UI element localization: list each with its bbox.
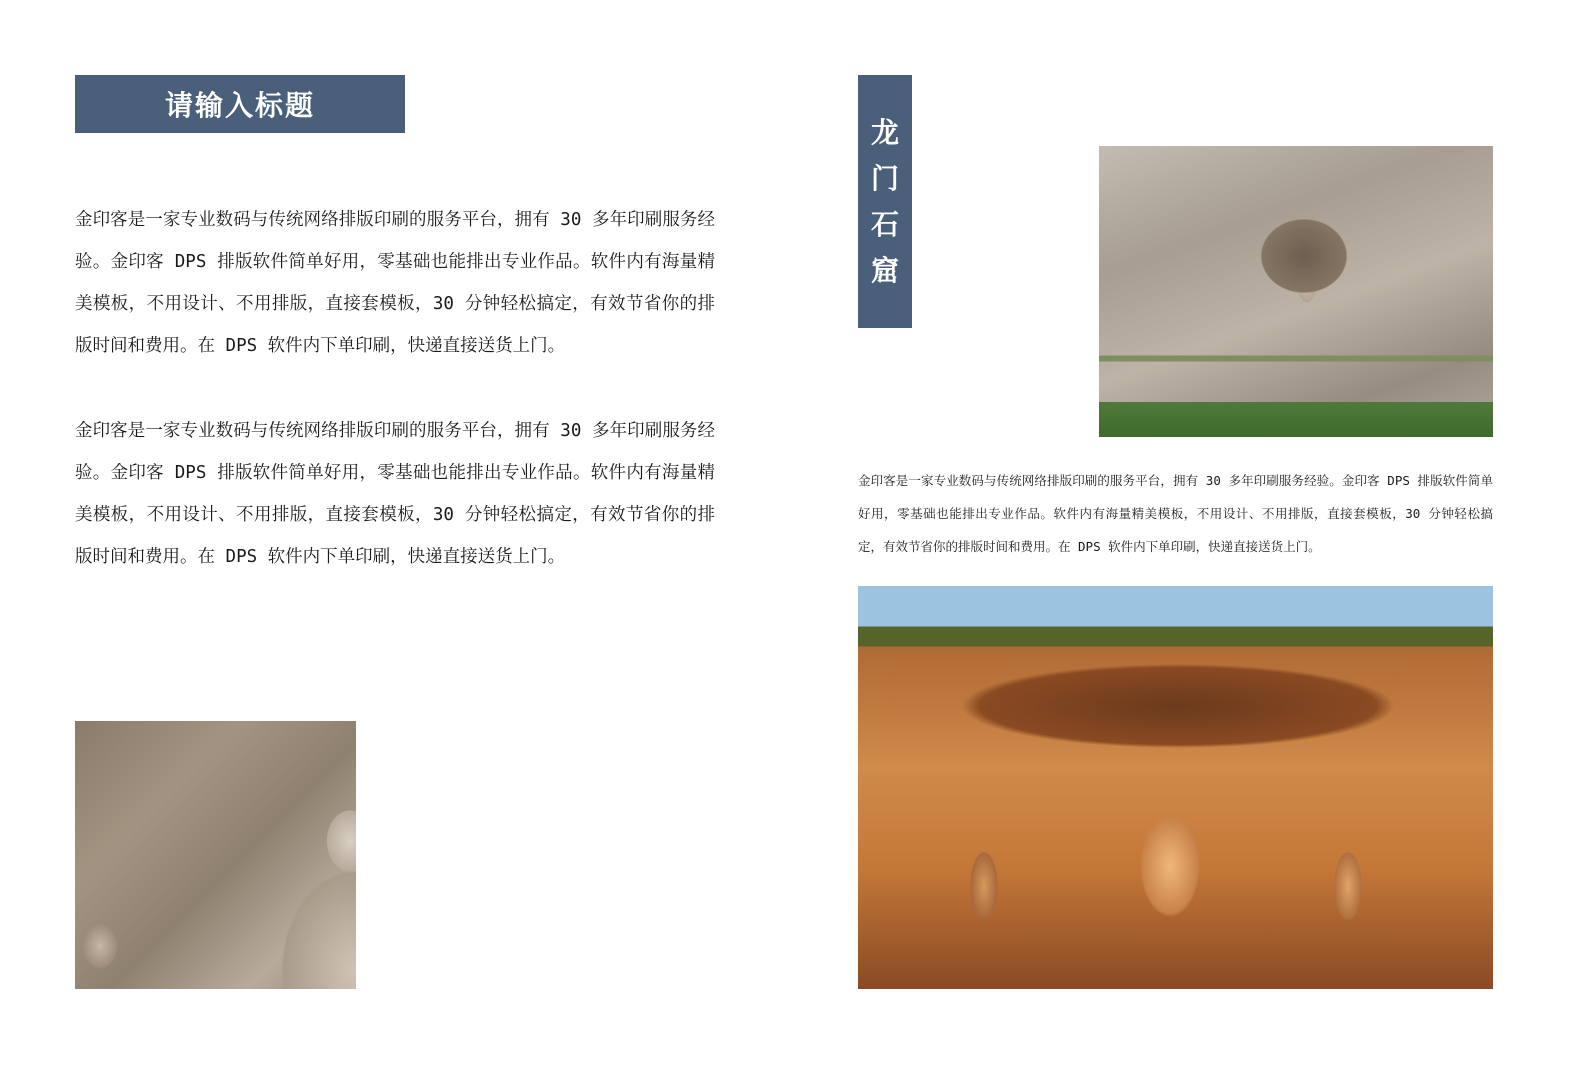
vertical-title-char: 门 — [870, 161, 899, 195]
page-title[interactable]: 请输入标题 — [75, 75, 405, 133]
vertical-title-char: 窟 — [870, 253, 899, 287]
body-paragraph-1[interactable]: 金印客是一家专业数码与传统网络排版印刷的服务平台，拥有 30 多年印刷服务经验。金印客 DPS 排版软件简单好用，零基础也能排出专业作品。软件内有海量精美模板，不用设计、不用排版，直接套模板，30 分钟轻松搞定，有效节省你的排版时间和费用。在 DPS 软件内下单印刷，快递直接送货上门。 — [75, 210, 715, 356]
grotto-cliff-photo[interactable] — [1099, 146, 1493, 437]
body-paragraph-2[interactable]: 金印客是一家专业数码与传统网络排版印刷的服务平台，拥有 30 多年印刷服务经验。金印客 DPS 排版软件简单好用，零基础也能排出专业作品。软件内有海量精美模板，不用设计、不用排版，直接套模板，30 分钟轻松搞定，有效节省你的排版时间和费用。在 DPS 软件内下单印刷，快递直接送货上门。 — [75, 421, 715, 567]
buddha-statue-photo[interactable] — [75, 721, 356, 989]
vertical-title-longmen-grottoes[interactable] — [858, 75, 912, 328]
grotto-sunset-photo[interactable] — [858, 586, 1493, 989]
caption-paragraph[interactable]: 金印客是一家专业数码与传统网络排版印刷的服务平台，拥有 30 多年印刷服务经验。金印客 DPS 排版软件简单好用，零基础也能排出专业作品。软件内有海量精美模板，不用设计、不用排版，直接套模板，30 分钟轻松搞定，有效节省你的排版时间和费用。在 DPS 软件内下单印刷，快递直接送货上门。 — [858, 473, 1493, 554]
vertical-title-char: 石 — [870, 207, 899, 241]
vertical-title-char: 龙 — [870, 115, 899, 149]
